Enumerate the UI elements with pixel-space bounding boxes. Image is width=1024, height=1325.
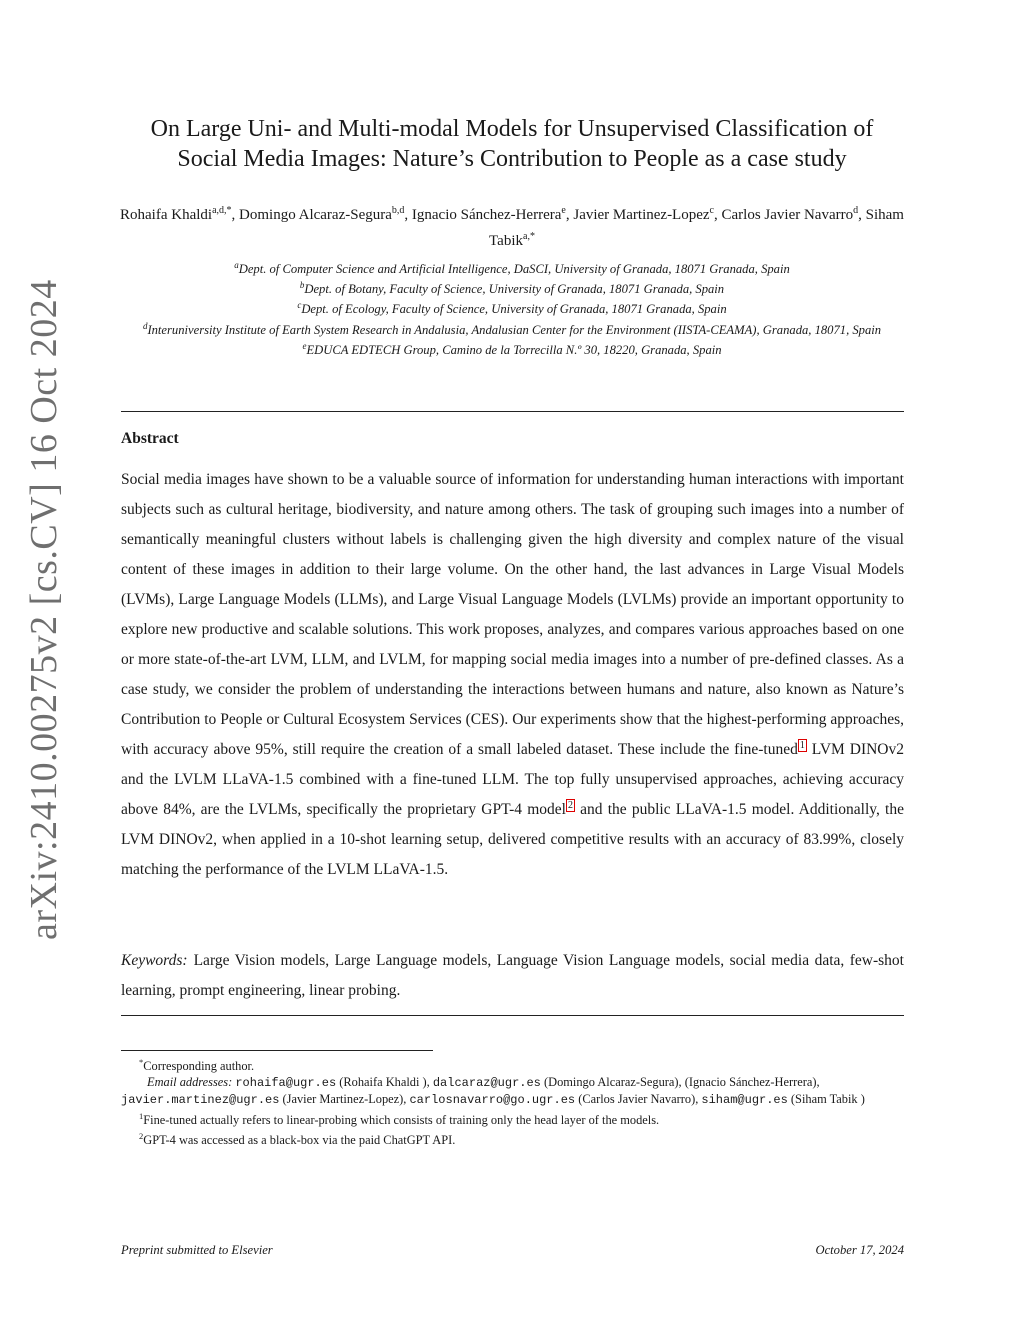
keywords <box>121 946 904 1006</box>
email-link[interactable]: siham@ugr.es <box>701 1093 788 1108</box>
affiliations <box>110 257 914 358</box>
author: Ignacio Sánchez-Herrera$^e$, <box>411 205 574 223</box>
title-line-1: On Large Uni- and Multi-modal Models for Unsupervised Classification of <box>150 116 874 142</box>
affiliation: $^d$Interuniversity Institute of Earth System Research in Andalusia, Andalusian Center for the Environment (IISTA-CEAMA), Granada, 18071, Spain <box>142 320 882 337</box>
affiliation: $^c$Dept. of Ecology, Faculty of Science, University of Granada, 18071 Granada, Spain <box>297 300 727 317</box>
author: Domingo Alcaraz-Segura$^{b,d}$, <box>239 205 412 223</box>
abstract-heading: Abstract <box>121 430 179 447</box>
keywords-label: Keywords: <box>121 952 188 969</box>
title-line-2: Social Media Images: Nature’s Contribution to People as a case study <box>177 146 847 172</box>
abstract-body: Social media images have shown to be a valuable source of information for understanding human interactions with important subjects such as cultural heritage, biodiversity, and nature among others. The task of grouping such images into a number of semantically meaningful clusters without labels is challenging given the high diversity and complex nature of the visual content of these images in addition to their large volume. On the other hand, the last advances in Large Visual Models (LVMs), Large Language Models (LLMs), and Large Visual Language Models (LVLMs) provide an important opportunity to explore new productive and scalable solutions. This work proposes, analyzes, and compares various approaches based on one or more state-of-the-art LVM, LLM, and LVLM, for mapping social media images into a number of pre-defined classes. As a case study, we consider the problem of understanding the interactions between humans and nature, also known as Nature’s Contribution to People or Cultural Ecosystem Services (CES). Our experiments show that the highest-performing approaches, with accuracy above 95%, still require the creation of a small labeled dataset. These include the fine-tuned $^1$ LVM DINOv2 and the LVLM LLaVA-1.5 combined with a fine-tuned LLM. The top fully unsupervised approaches, achieving accuracy above 84%, are the LVLMs, specifically the proprietary GPT-4 model $^2$ and the public LLaVA-1.5 model. Additionally, the LVM DINOv2, when applied in a 10-shot learning setup, delivered competitive results with an accuracy of 83.99%, closely matching the performance of the LVLM LLaVA-1.5. <box>121 471 904 878</box>
bottom-divider <box>121 1015 904 1016</box>
footnote-1: $^1$Fine-tuned actually refers to linear-probing which consists of training only the head layer of the models. <box>139 1111 660 1128</box>
email-link[interactable]: carlosnavarro@go.ugr.es <box>409 1093 576 1108</box>
footer-right: October 17, 2024 <box>815 1243 904 1257</box>
affiliation: $^e$EDUCA EDTECH Group, Camino de la Torrecilla N.º 30, 18220, Granada, Spain <box>302 340 722 357</box>
top-divider <box>121 411 904 412</box>
affiliation: $^a$Dept. of Computer Science and Artificial Intelligence, DaSCI, University of Granada, 18071 Granada, Spain <box>234 260 790 277</box>
footnote-rule <box>121 1050 433 1051</box>
footnote-link-2[interactable]: 2 <box>567 799 573 811</box>
author-list <box>110 200 914 252</box>
footnotes <box>121 1054 904 1148</box>
email-link[interactable]: javier.martinez@ugr.es <box>121 1093 280 1108</box>
paper-title <box>100 114 924 174</box>
arxiv-identifier: arXiv:2410.00275v2 [cs.CV] 16 Oct 2024 <box>23 279 65 940</box>
affiliation: $^b$Dept. of Botany, Faculty of Science, University of Granada, 18071 Granada, Spain <box>299 280 725 297</box>
author: Rohaifa Khaldi$^{a,d,*}$, <box>120 205 240 223</box>
corresponding-note: *Corresponding author. <box>139 1057 255 1074</box>
footnote-link-1[interactable]: 1 <box>799 739 805 751</box>
email-addresses: Email addresses: rohaifa@ugr.es (Rohaifa Khaldi ), dalcaraz@ugr.es (Domingo Alcaraz-Segura), (Ignacio Sánchez-Herrera), javier.martinez@ugr.es (Javier Martinez-Lopez), carlosnavarro@go.ugr.es (Carlos Javier Navarro), siham@ugr.es (Siham Tabik ) <box>121 1075 865 1108</box>
email-link[interactable]: rohaifa@ugr.es <box>235 1076 337 1091</box>
footnote-2: $^2$GPT-4 was accessed as a black-box via the paid ChatGPT API. <box>139 1131 456 1148</box>
footer-left: Preprint submitted to Elsevier <box>121 1243 273 1257</box>
author: Siham Tabik$^{a,*}$ <box>489 207 904 249</box>
author: Carlos Javier Navarro$^d$, <box>721 205 866 223</box>
keywords-text: Large Vision models, Large Language models, Language Vision Language models, social media data, few-shot learning, prompt engineering, linear probing. <box>121 952 904 999</box>
email-link[interactable]: dalcaraz@ugr.es <box>432 1076 541 1091</box>
author: Javier Martinez-Lopez$^c$, <box>573 205 722 223</box>
